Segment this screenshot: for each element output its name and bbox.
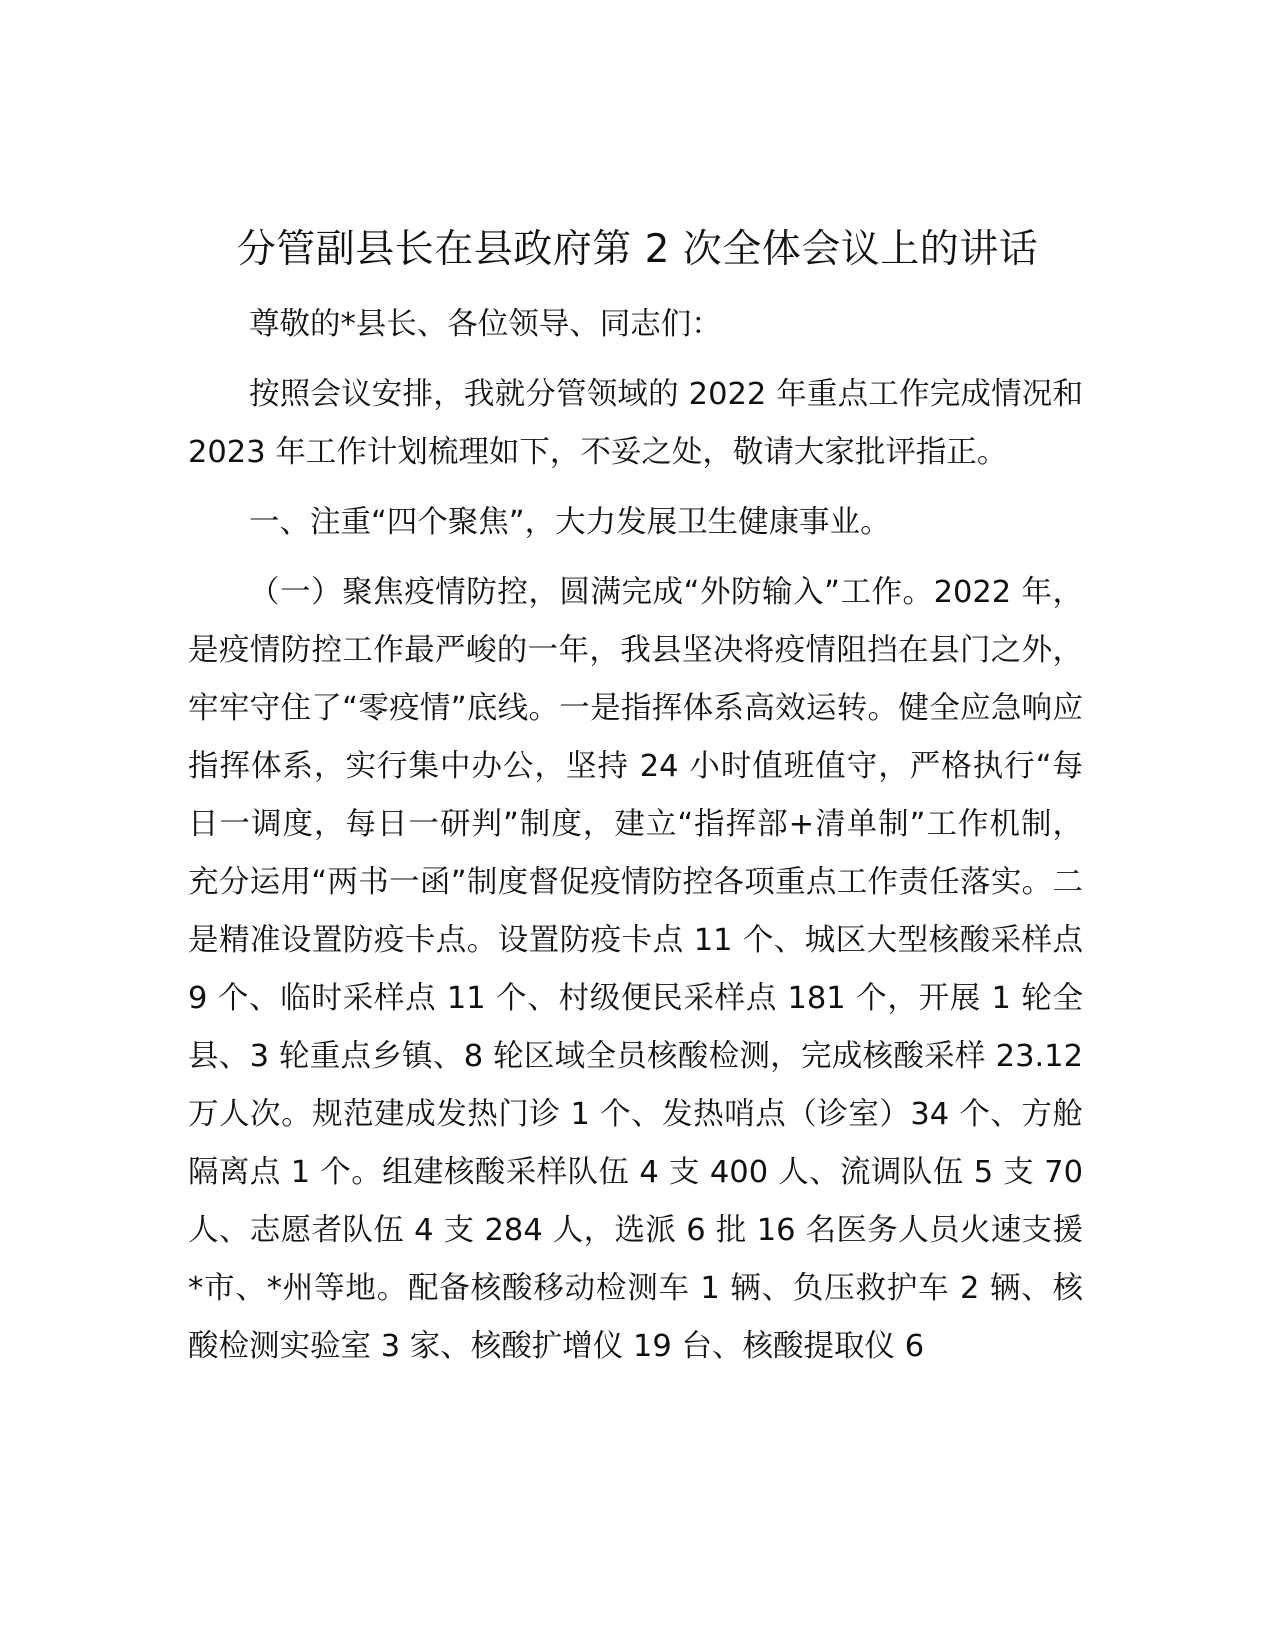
section-heading: 一、注重“四个聚焦”，大力发展卫生健康事业。	[249, 505, 891, 540]
document-title: 分管副县长在县政府第 2 次全体会议上的讲话	[236, 227, 1039, 272]
intro-paragraph: 按照会议安排，我就分管领域的 2022 年重点工作完成情况和 2023 年工作计划梳理如下，不妥之处，敬请大家批评指正。	[188, 377, 1083, 470]
document-body	[188, 296, 1083, 1388]
salutation-paragraph: 尊敬的*县长、各位领导、同志们：	[249, 307, 722, 342]
subsection-paragraph: （一）聚焦疫情防控，圆满完成“外防输入”工作。2022 年，是疫情防控工作最严峻的一年，我县坚决将疫情阻挡在县门之外，牢牢守住了“零疫情”底线。一是指挥体系高效运转。健全应急响应指挥体系，实行集中办公，坚持 24 小时值班值守，严格执行“每日一调度，每日一研判”制度，建立“指挥部+清单制”工作机制，充分运用“两书一函”制度督促疫情防控各项重点工作责任落实。二是精准设置防疫卡点。设置防疫卡点 11 个、城区大型核酸采样点 9 个、临时采样点 11 个、村级便民采样点 181 个，开展 1 轮全县、3 轮重点乡镇、8 轮区域全员核酸检测，完成核酸采样 23.12 万人次。规范建成发热门诊 1 个、发热哨点（诊室）34 个、方舱隔离点 1 个。组建核酸采样队伍 4 支 400 人、流调队伍 5 支 70 人、志愿者队伍 4 支 284 人，选派 6 批 16 名医务人员火速支援*市、*州等地。配备核酸移动检测车 1 辆、负压救护车 2 辆、核酸检测实验室 3 家、核酸扩增仪 19 台、核酸提取仪 6	[188, 575, 1083, 1364]
